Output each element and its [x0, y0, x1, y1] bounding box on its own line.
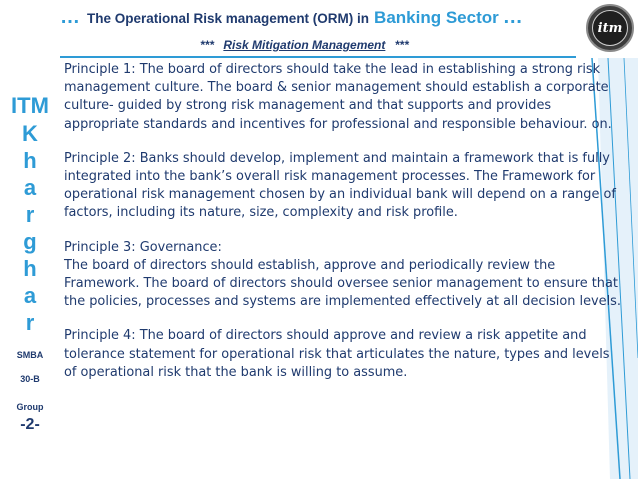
logo-emblem: [592, 10, 628, 46]
left-panel: [0, 92, 60, 477]
left-letter: r: [25, 310, 35, 335]
principle-paragraph: Principle 3: Governance: The board of directors should establish, approve and periodically review the Framework. The board of directors should oversee senior management to ensure that the policies, processes and systems are implemented effectively at all decision levels.: [64, 239, 621, 310]
left-group-label: Group: [16, 402, 44, 412]
principle-paragraph: Principle 4: The board of directors should approve and review a risk appetite and tolerance statement for operational risk that articulates the nature, types and levels of operational risk that the bank is willing to assume.: [64, 328, 610, 380]
itm-logo: [586, 4, 634, 52]
header-divider: [60, 56, 576, 58]
left-letter: a: [23, 283, 37, 308]
subtitle-stars-right: ***: [394, 38, 409, 52]
logo-text: itm: [597, 20, 623, 36]
left-letter: r: [25, 202, 35, 227]
subtitle-stars-left: ***: [200, 38, 215, 52]
subtitle-label: Risk Mitigation Management: [223, 38, 386, 52]
title-main-text: The Operational Risk management (ORM) in: [87, 11, 370, 26]
title-accent-text: Banking Sector: [374, 8, 499, 27]
principle-paragraph: Principle 1: The board of directors should take the lead in establishing a strong risk management culture. The board & senior management should establish a corporate culture- guided by strong risk management and that supports and provides appropriate standards and incentives for professional and responsible behaviour. on.: [64, 62, 612, 132]
left-program: SMBA: [16, 350, 44, 360]
left-group-number: -2-: [20, 416, 40, 433]
slide-subtitle: [200, 38, 409, 54]
title-dots-right: …: [502, 6, 524, 28]
left-letter: h: [23, 256, 37, 281]
principles-body: [64, 61, 624, 398]
title-dots-left: …: [60, 6, 81, 28]
principle-paragraph: Principle 2: Banks should develop, implement and maintain a framework that is fully integrated into the bank’s overall risk management processes. The Framework for operational risk management chosen by an individual bank will depend on a range of factors, including its nature, size, complexity and risk profile.: [64, 150, 616, 221]
slide-title: [60, 6, 580, 34]
left-panel-itm: ITM: [11, 93, 49, 118]
left-section: 30-B: [20, 374, 40, 384]
left-letter: K: [22, 121, 38, 146]
left-letter: g: [23, 229, 37, 254]
left-letter: a: [23, 175, 37, 200]
left-letter: h: [23, 148, 37, 173]
